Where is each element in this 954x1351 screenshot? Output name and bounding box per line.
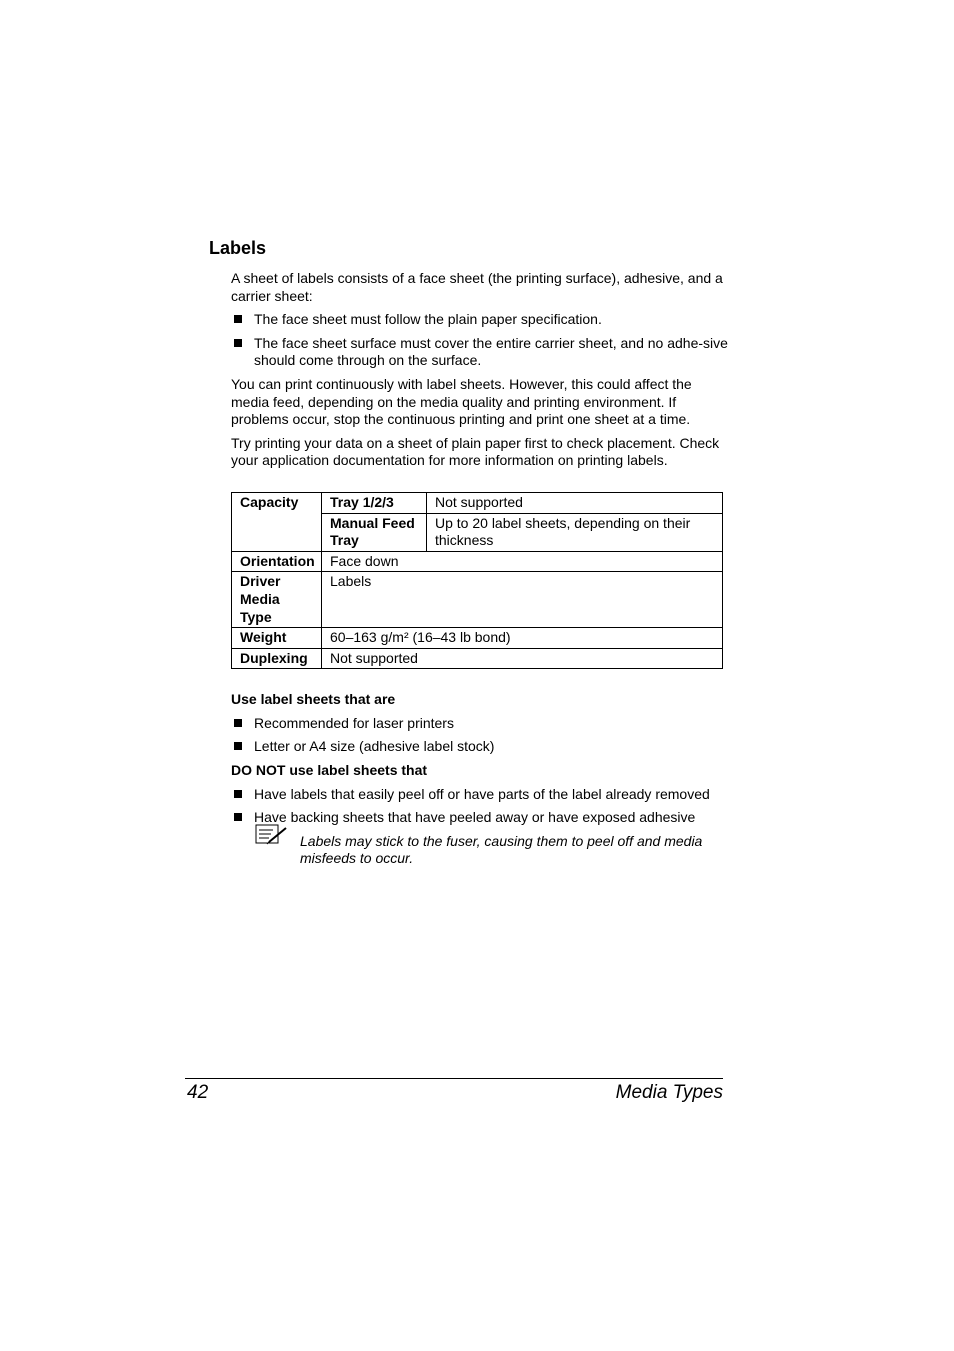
list-item-text: Have labels that easily peel off or have parts of the label already removed (254, 785, 710, 802)
section-title: Media Types (615, 1082, 723, 1103)
subheading: DO NOT use label sheets that (231, 762, 428, 779)
table-row (232, 572, 723, 628)
bullet-square-icon (234, 719, 242, 727)
table-row-header: Capacity (232, 492, 322, 551)
table-cell: Face down (322, 551, 723, 572)
subheading: Use label sheets that are (231, 691, 396, 708)
bullet-square-icon (234, 813, 242, 821)
table-cell: 60–163 g/m² (16–43 lb bond) (322, 628, 723, 649)
section-heading: Labels (209, 238, 267, 258)
list-item-text: The face sheet surface must cover the entire carrier sheet, and no adhe-sive should come through on the surface. (254, 334, 728, 369)
table-row (232, 492, 723, 513)
table-row-header: Weight (232, 628, 322, 649)
note (231, 833, 731, 868)
page-number: 42 (187, 1082, 209, 1103)
table-subheader: Tray 1/2/3 (322, 492, 427, 513)
list-item (231, 809, 731, 827)
table-row (232, 628, 723, 649)
table-row (232, 648, 723, 669)
list-item (231, 311, 731, 329)
table-cell: Not supported (427, 492, 723, 513)
table-row-header: Orientation (232, 551, 322, 572)
bullet-square-icon (234, 315, 242, 323)
list-item (231, 715, 731, 733)
table-row-header: Duplexing (232, 648, 322, 669)
bullet-square-icon (234, 742, 242, 750)
list-item-text: Have backing sheets that have peeled away or have exposed adhesive (254, 809, 696, 826)
table-cell: Not supported (322, 648, 723, 669)
table-cell: Labels (322, 572, 723, 628)
body-paragraph: Try printing your data on a sheet of plain paper first to check placement. Check your application documentation for more information on printing labels. (231, 434, 720, 469)
note-text: Labels may stick to the fuser, causing them to peel off and media misfeeds to occur. (300, 832, 703, 867)
list-item (231, 786, 731, 804)
table-row (232, 551, 723, 572)
list-item (231, 335, 731, 370)
table-subheader: Manual Feed Tray (322, 513, 427, 551)
list-item-text: Recommended for laser printers (254, 714, 454, 731)
list-item (231, 738, 731, 756)
intro-paragraph: A sheet of labels consists of a face sheet (the printing surface), adhesive, and a carrier sheet: (231, 270, 723, 304)
table-row-header: Driver Media Type (232, 572, 322, 628)
list-item-text: Letter or A4 size (adhesive label stock) (254, 738, 495, 755)
table-cell: Up to 20 label sheets, depending on their thickness (427, 513, 723, 551)
footer-divider (185, 1078, 723, 1079)
bullet-square-icon (234, 790, 242, 798)
label-spec-table (231, 492, 723, 669)
main-content (231, 270, 731, 868)
note-pencil-icon (255, 824, 289, 846)
list-item-text: The face sheet must follow the plain paper specification. (254, 311, 602, 328)
body-paragraph: You can print continuously with label sheets. However, this could affect the media feed, depending on the media quality and printing environment. If problems occur, stop the continuous printing and print one sheet at a time. (231, 375, 692, 428)
bullet-square-icon (234, 339, 242, 347)
